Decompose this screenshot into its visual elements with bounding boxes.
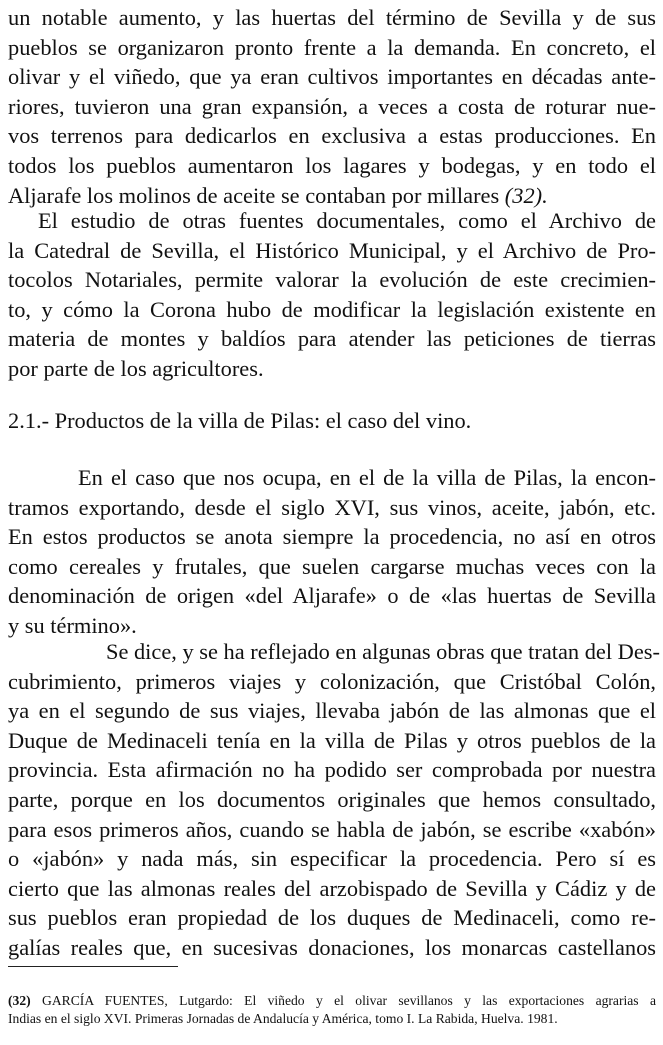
footnote-text: Indias en el siglo XVI. Primeras Jornadas de Andalucía y América, tomo I. La Rabida, Huelva. 1981. <box>8 1011 558 1027</box>
text-line: Se dice, y se ha reflejado en algunas obras que tratan del Des- <box>106 639 660 664</box>
text-line: to, y cómo la Corona hubo de modificar la legislación existente en <box>8 296 656 322</box>
text-line: y su término». <box>8 612 137 638</box>
text-line: En el caso que nos ocupa, en el de la villa de Pilas, la encon- <box>78 465 656 490</box>
text-line: por parte de los agricultores. <box>8 355 264 381</box>
text-line: parte, porque en los documentos originales que hemos consultado, <box>8 786 656 812</box>
footnote-reference: (32). <box>504 182 548 208</box>
paragraph-intro <box>8 3 656 210</box>
text-line: galías reales que, en sucesivas donaciones, los monarcas castellanos <box>8 934 656 960</box>
paragraph-sources-text <box>8 206 656 384</box>
paragraph-pilas <box>8 463 656 641</box>
footnote-text: GARCÍA FUENTES, Lutgardo: El viñedo y el olivar sevillanos y las exportaciones agrarias a <box>42 993 656 1008</box>
section-heading: 2.1.- Productos de la villa de Pilas: el caso del vino. <box>8 408 472 433</box>
paragraph-colon-text <box>8 637 660 963</box>
text-line: sus pueblos eran propiedad de los duques de Medinaceli, como re- <box>8 905 656 931</box>
text-line: Aljarafe los molinos de aceite se contaban por millares <box>8 182 500 208</box>
text-line: como cereales y frutales, que suelen cargarse muchas veces con la <box>8 553 656 579</box>
text-line: provincia. Esta afirmación no ha podido ser comprobada por nuestra <box>8 757 656 783</box>
paragraph-intro-text <box>8 3 656 210</box>
text-line: tocolos Notariales, permite valorar la evolución de este crecimien- <box>8 267 656 293</box>
text-line: Duque de Medinaceli tenía en la villa de Pilas y otros pueblos de la <box>8 727 656 753</box>
text-line: para esos primeros años, cuando se habla de jabón, se escribe «xabón» <box>8 816 656 842</box>
text-line: denominación de origen «del Aljarafe» o de «las huertas de Sevilla <box>8 583 656 609</box>
text-line: El estudio de otras fuentes documentales, como el Archivo de <box>38 208 656 233</box>
text-line: vos terrenos para dedicarlos en exclusiva a estas producciones. En <box>8 123 656 149</box>
paragraph-sources <box>8 206 656 384</box>
text-line: olivar y el viñedo, que ya eran cultivos importantes en décadas ante- <box>8 64 656 90</box>
footnote-number: (32) <box>8 993 31 1008</box>
text-line: o «jabón» y nada más, sin especificar la procedencia. Pero sí es <box>8 846 656 872</box>
text-line: En estos productos se anota siempre la procedencia, no así en otros <box>8 524 656 550</box>
text-line: cierto que las almonas reales del arzobispado de Sevilla y Cádiz y de <box>8 875 656 901</box>
paragraph-colon <box>8 637 660 963</box>
text-line: un notable aumento, y las huertas del término de Sevilla y de sus <box>8 5 656 30</box>
text-line: todos los pueblos aumentaron los lagares y bodegas, y en todo el <box>8 152 656 178</box>
text-line: materia de montes y baldíos para atender las peticiones de tierras <box>8 326 656 352</box>
paragraph-pilas-text <box>8 463 656 641</box>
text-line: la Catedral de Sevilla, el Histórico Municipal, y el Archivo de Pro- <box>8 237 656 263</box>
text-line: cubrimiento, primeros viajes y colonización, que Cristóbal Colón, <box>8 668 656 694</box>
text-line: ya en el segundo de sus viajes, llevaba jabón de las almonas que el <box>8 698 656 724</box>
footnote-divider <box>8 966 178 967</box>
footnote-line <box>8 992 656 1010</box>
text-line: pueblos se organizaron pronto frente a la demanda. En concreto, el <box>8 34 656 60</box>
text-line: tramos exportando, desde el siglo XVI, sus vinos, aceite, jabón, etc. <box>8 494 656 520</box>
footnote <box>8 992 656 1029</box>
text-line: riores, tuvieron una gran expansión, a veces a costa de roturar nue- <box>8 93 656 119</box>
